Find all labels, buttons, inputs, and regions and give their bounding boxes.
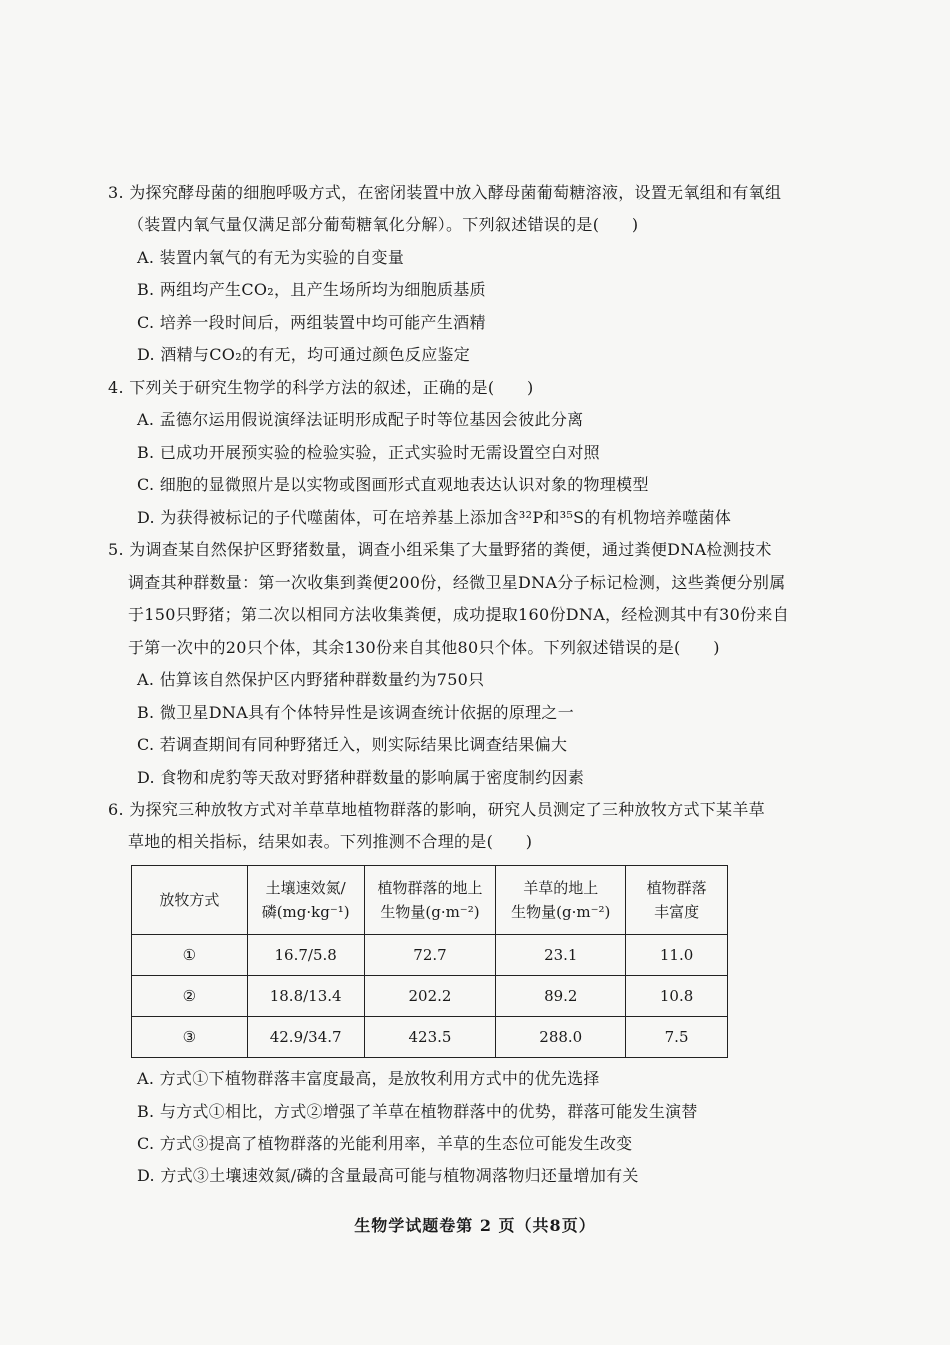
table-cell: 423.5 bbox=[364, 1017, 496, 1058]
q3-option-b: B. 两组均产生CO₂，且产生场所均为细胞质基质 bbox=[137, 280, 486, 299]
q3-option-d: D. 酒精与CO₂的有无，均可通过颜色反应鉴定 bbox=[137, 345, 471, 364]
table-row bbox=[132, 976, 728, 1017]
grazing-data-table bbox=[131, 865, 728, 1058]
table-header-row bbox=[132, 866, 728, 935]
table-cell: 10.8 bbox=[626, 976, 728, 1017]
table-header-cell: 羊草的地上 生物量(g·m⁻²) bbox=[496, 866, 626, 935]
table-row bbox=[132, 935, 728, 976]
table-header-cell: 植物群落的地上 生物量(g·m⁻²) bbox=[364, 866, 496, 935]
q6-option-c: C. 方式③提高了植物群落的光能利用率，羊草的生态位可能发生改变 bbox=[137, 1134, 633, 1153]
table-header-cell: 植物群落 丰富度 bbox=[626, 866, 728, 935]
q6-option-a: A. 方式①下植物群落丰富度最高，是放牧利用方式中的优先选择 bbox=[137, 1069, 600, 1088]
q6-option-d: D. 方式③土壤速效氮/磷的含量最高可能与植物凋落物归还量增加有关 bbox=[137, 1166, 639, 1185]
q6-stem-line2: 草地的相关指标，结果如表。下列推测不合理的是( ) bbox=[128, 832, 533, 851]
table-cell: 89.2 bbox=[496, 976, 626, 1017]
table-cell: 23.1 bbox=[496, 935, 626, 976]
table-cell: 42.9/34.7 bbox=[247, 1017, 364, 1058]
q5-option-b: B. 微卫星DNA具有个体特异性是该调查统计依据的原理之一 bbox=[137, 703, 575, 722]
table-cell: ① bbox=[132, 935, 248, 976]
table-cell: ③ bbox=[132, 1017, 248, 1058]
table-cell: 16.7/5.8 bbox=[247, 935, 364, 976]
table-cell: ② bbox=[132, 976, 248, 1017]
table-row bbox=[132, 1017, 728, 1058]
q3-option-c: C. 培养一段时间后，两组装置中均可能产生酒精 bbox=[137, 313, 486, 332]
q5-stem-line2: 调查其种群数量：第一次收集到粪便200份，经微卫星DNA分子标记检测，这些粪便分别属 bbox=[128, 573, 786, 592]
q5-stem-line3: 于150只野猪；第二次以相同方法收集粪便，成功提取160份DNA，经检测其中有30份来自 bbox=[128, 605, 790, 624]
q5-stem-line4: 于第一次中的20只个体，其余130份来自其他80只个体。下列叙述错误的是( ) bbox=[128, 638, 720, 657]
q3-option-a: A. 装置内氧气的有无为实验的自变量 bbox=[137, 248, 405, 267]
q6-stem-line1: 6. 为探究三种放牧方式对羊草草地植物群落的影响，研究人员测定了三种放牧方式下某羊草 bbox=[108, 800, 765, 819]
q4-option-a: A. 孟德尔运用假说演绎法证明形成配子时等位基因会彼此分离 bbox=[137, 410, 584, 429]
q5-option-c: C. 若调查期间有同种野猪迁入，则实际结果比调查结果偏大 bbox=[137, 735, 568, 754]
q4-option-c: C. 细胞的显微照片是以实物或图画形式直观地表达认识对象的物理模型 bbox=[137, 475, 649, 494]
q3-stem-line2: （装置内氧气量仅满足部分葡萄糖氧化分解）。下列叙述错误的是( ) bbox=[128, 215, 639, 234]
q5-option-d: D. 食物和虎豹等天敌对野猪种群数量的影响属于密度制约因素 bbox=[137, 768, 585, 787]
table-header-cell: 放牧方式 bbox=[132, 866, 248, 935]
table-cell: 11.0 bbox=[626, 935, 728, 976]
q6-option-b: B. 与方式①相比，方式②增强了羊草在植物群落中的优势，群落可能发生演替 bbox=[137, 1102, 698, 1121]
q5-stem-line1: 5. 为调查某自然保护区野猪数量，调查小组采集了大量野猪的粪便，通过粪便DNA检测技术 bbox=[108, 540, 772, 559]
table-header-cell: 土壤速效氮/ 磷(mg·kg⁻¹) bbox=[247, 866, 364, 935]
page-footer: 生物学试题卷第 2 页（共8页） bbox=[354, 1216, 596, 1235]
q4-option-d: D. 为获得被标记的子代噬菌体，可在培养基上添加含³²P和³⁵S的有机物培养噬菌体 bbox=[137, 508, 732, 527]
table-cell: 18.8/13.4 bbox=[247, 976, 364, 1017]
q5-option-a: A. 估算该自然保护区内野猪种群数量约为750只 bbox=[137, 670, 485, 689]
table-cell: 7.5 bbox=[626, 1017, 728, 1058]
q4-option-b: B. 已成功开展预实验的检验实验，正式实验时无需设置空白对照 bbox=[137, 443, 600, 462]
table-cell: 288.0 bbox=[496, 1017, 626, 1058]
q3-stem-line1: 3. 为探究酵母菌的细胞呼吸方式，在密闭装置中放入酵母菌葡萄糖溶液，设置无氧组和有氧组 bbox=[108, 183, 782, 202]
q4-stem-line1: 4. 下列关于研究生物学的科学方法的叙述，正确的是( ) bbox=[108, 378, 534, 397]
table-cell: 72.7 bbox=[364, 935, 496, 976]
table-cell: 202.2 bbox=[364, 976, 496, 1017]
